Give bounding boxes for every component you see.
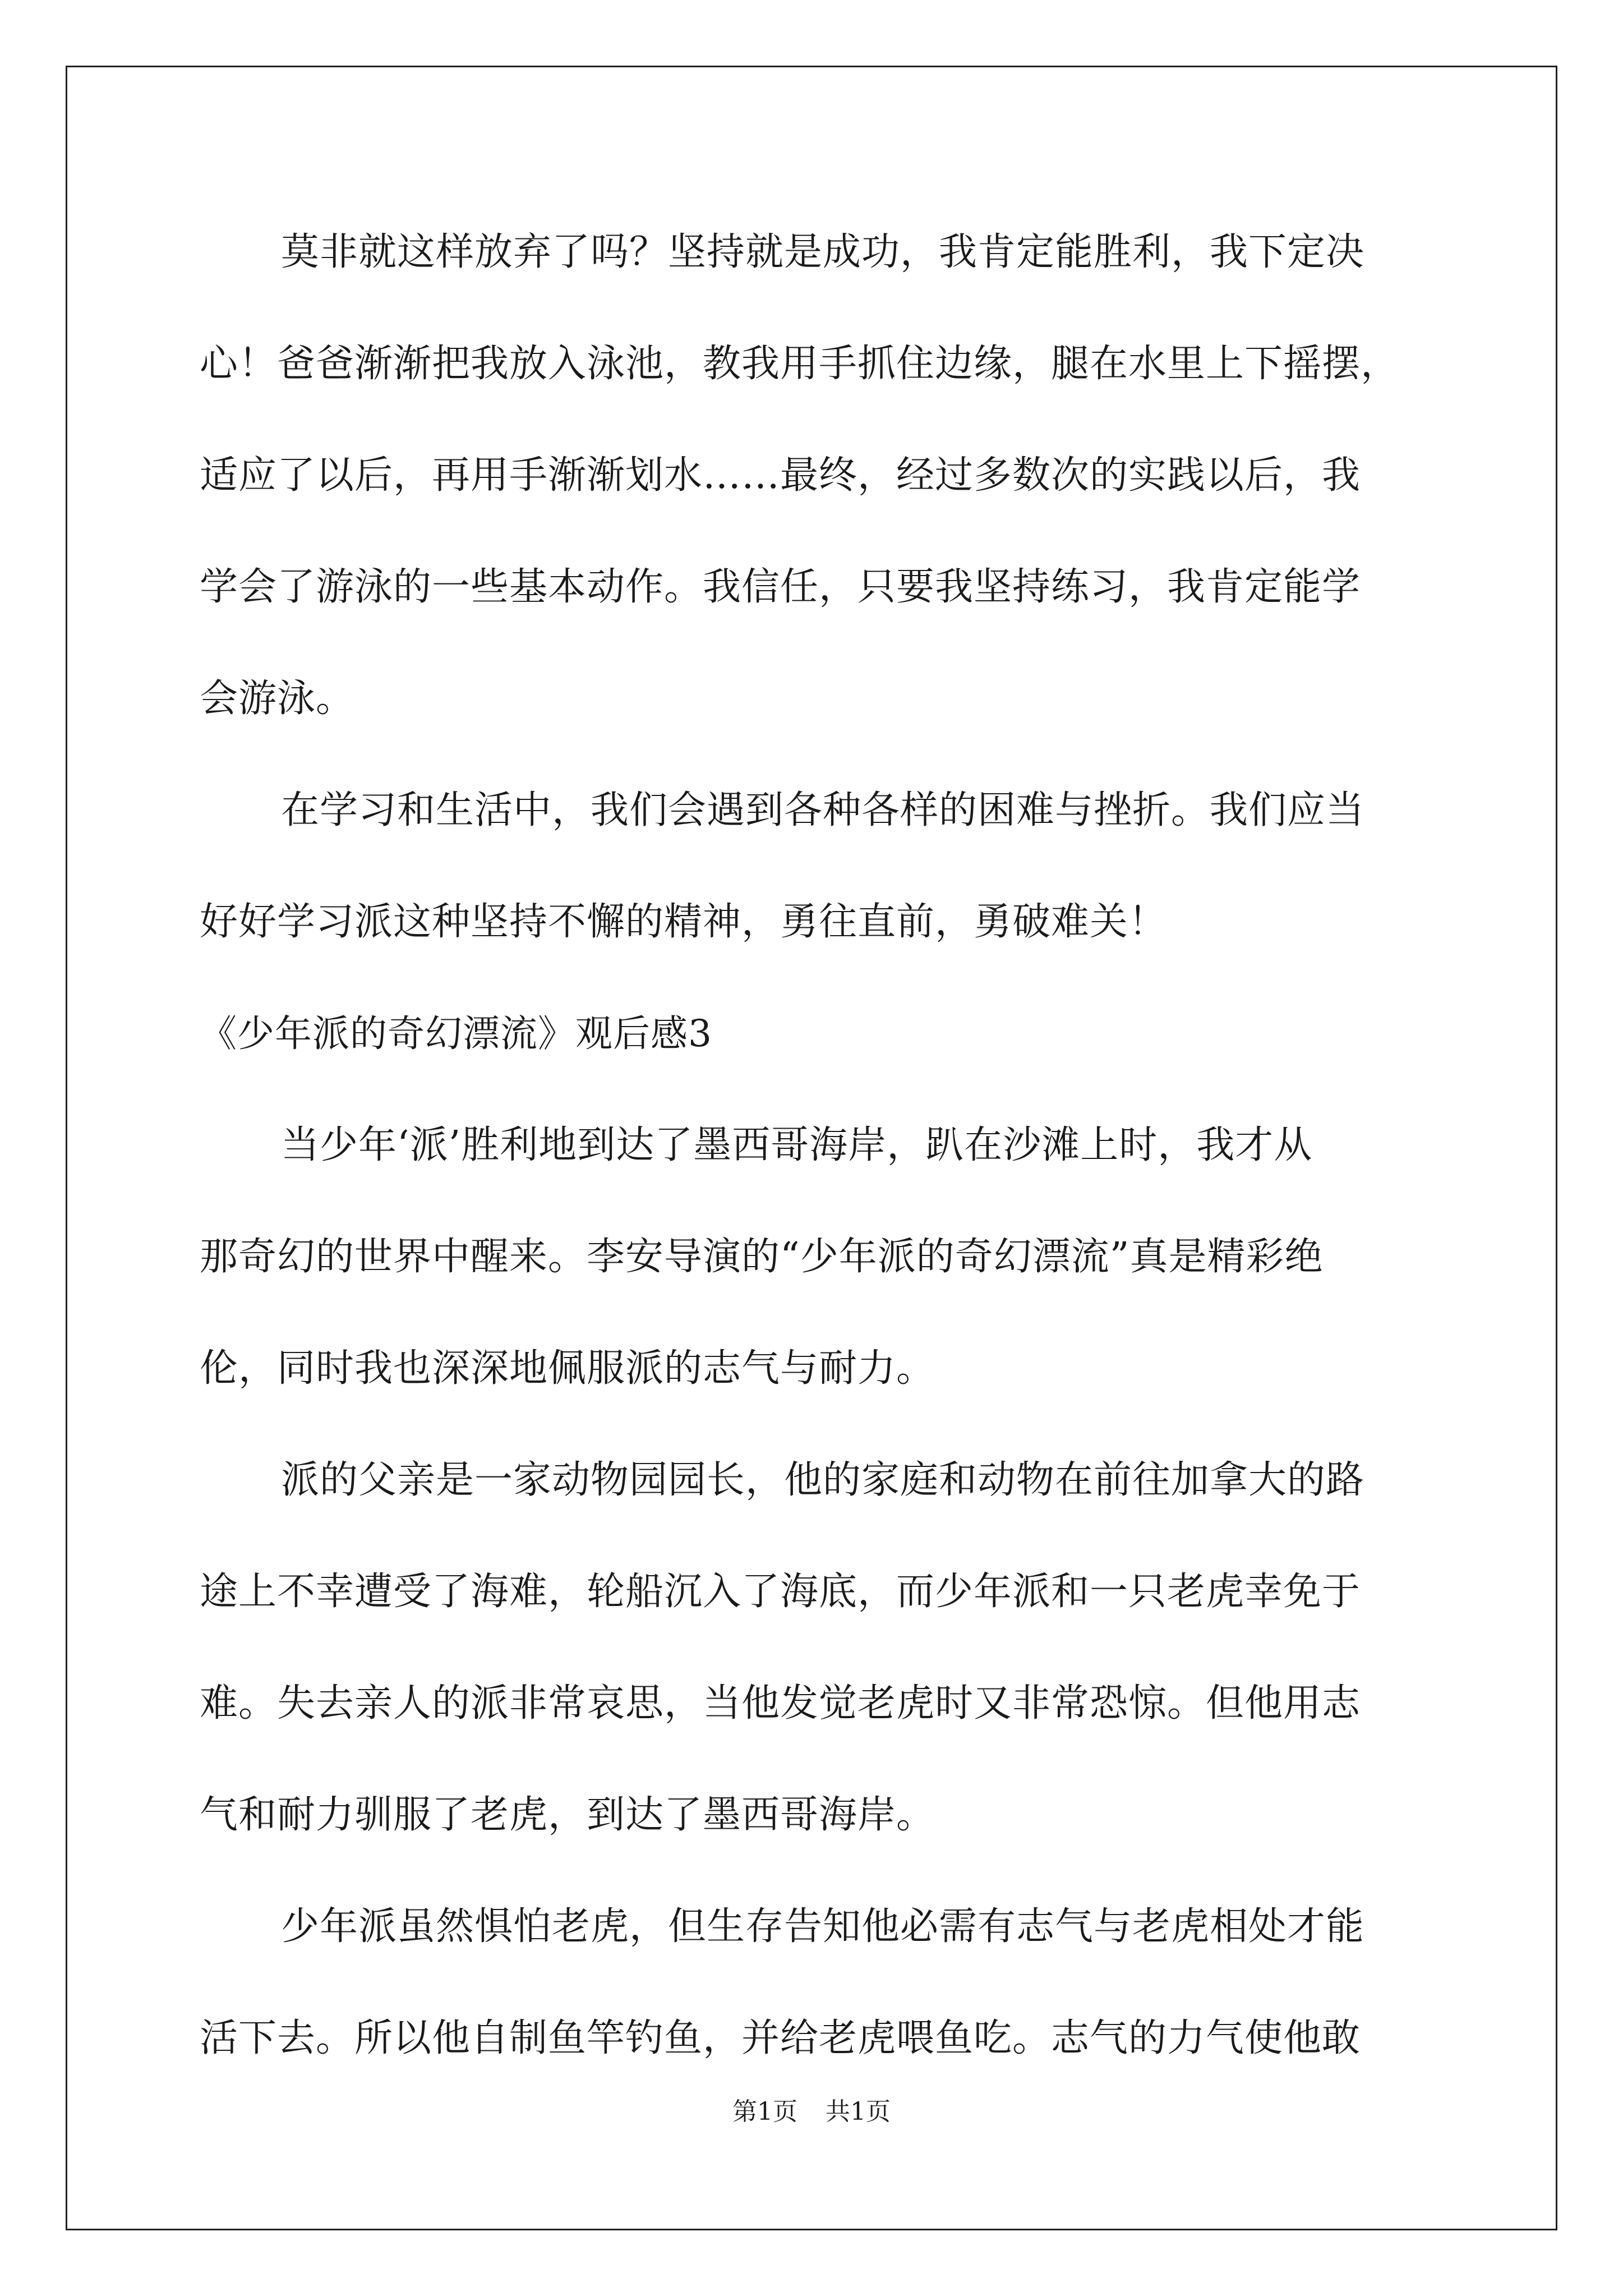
paragraph-line: 伦，同时我也深深地佩服派的志气与耐力。: [200, 1346, 935, 1391]
paragraph-line: 莫非就这样放弃了吗？坚持就是成功，我肯定能胜利，我下定决: [281, 230, 1365, 274]
paragraph-line: 会游泳。: [200, 677, 355, 721]
paragraph-line: 学会了游泳的一些基本动作。我信任，只要我坚持练习，我肯定能学: [200, 565, 1361, 609]
page-footer: [0, 2095, 1623, 2129]
page-number: 第1页: [732, 2097, 797, 2126]
paragraph-line: 派的父亲是一家动物园园长，他的家庭和动物在前往加拿大的路: [281, 1458, 1365, 1502]
page-total: 共1页: [826, 2097, 891, 2126]
paragraph-line: 好好学习派这种坚持不懈的精神，勇往直前，勇破难关！: [200, 900, 1168, 944]
document-body: [200, 202, 1433, 2100]
paragraph-line: 难。失去亲人的派非常哀思，当他发觉老虎时又非常恐惊。但他用志: [200, 1681, 1361, 1726]
paragraph-line: 途上不幸遭受了海难，轮船沉入了海底，而少年派和一只老虎幸免于: [200, 1570, 1361, 1614]
paragraph-line: 在学习和生活中，我们会遇到各种各样的困难与挫折。我们应当: [281, 788, 1365, 832]
paragraph-line: 活下去。所以他自制鱼竿钓鱼，并给老虎喂鱼吃。志气的力气使他敢: [200, 2016, 1361, 2060]
paragraph-line: 适应了以后，再用手渐渐划水……最终，经过多数次的实践以后，我: [200, 453, 1361, 498]
paragraph-line: 气和耐力驯服了老虎，到达了墨西哥海岸。: [200, 1793, 935, 1837]
paragraph-line: 当少年‘派’胜利地到达了墨西哥海岸，趴在沙滩上时，我才从: [281, 1123, 1313, 1167]
section-title: 《少年派的奇幻漂流》观后感3: [200, 1012, 712, 1055]
paragraph-line: 心！爸爸渐渐把我放入泳池，教我用手抓住边缘，腿在水里上下摇摆，: [200, 342, 1400, 386]
paragraph-line: 少年派虽然惧怕老虎，但生存告知他必需有志气与老虎相处才能: [281, 1904, 1365, 1949]
paragraph-line: 那奇幻的世界中醒来。李安导演的“少年派的奇幻漂流”真是精彩绝: [200, 1235, 1324, 1279]
